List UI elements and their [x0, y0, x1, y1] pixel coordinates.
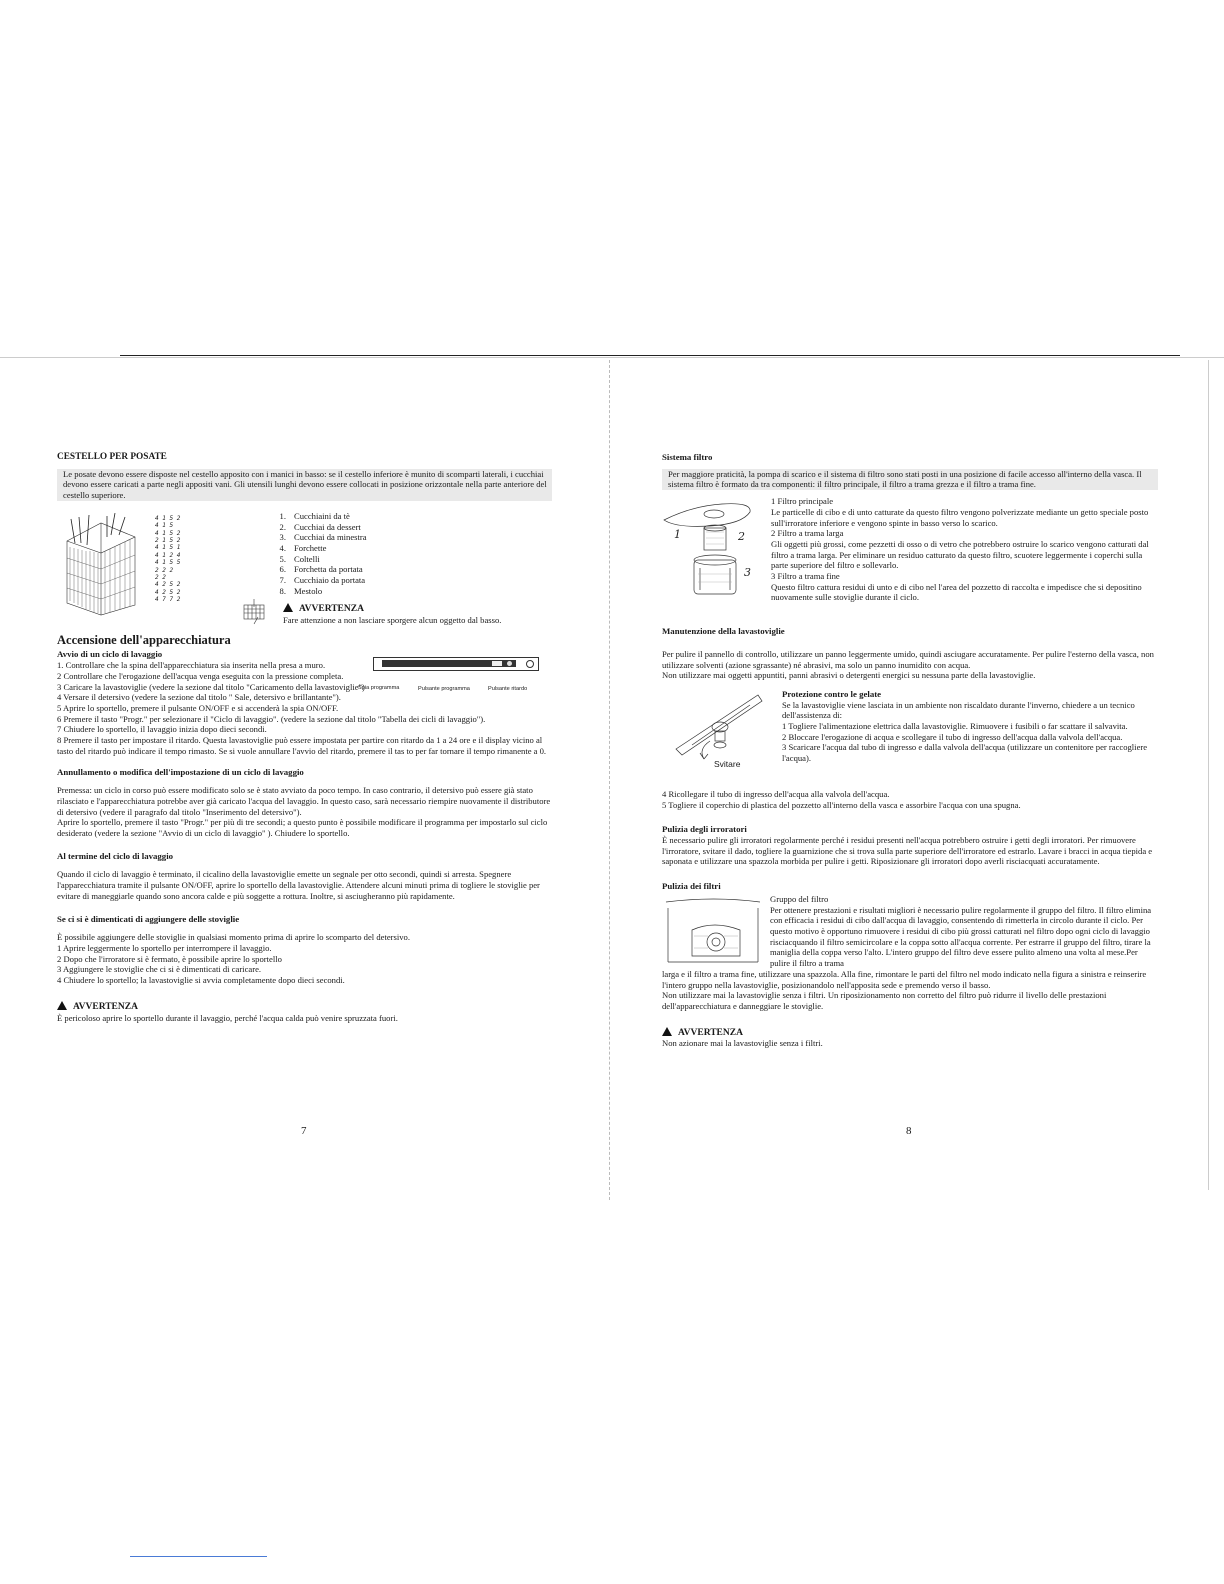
- power-title: Accensione dell'apparecchiatura: [57, 632, 231, 647]
- unscrew-label: Svitare: [714, 758, 741, 769]
- basket-row: 4 1 5: [155, 522, 174, 530]
- filter-label-3: 3: [744, 566, 751, 580]
- list-item: 7. Cucchiaio da portata: [279, 575, 366, 586]
- frost-text: [782, 689, 1157, 764]
- filter-intro: Per maggiore praticità, la pompa di scarico e il sistema di filtro sono stati posti in una posizione di facile accesso all'interno della vasca. Il sistema filtro è formato da tra componenti: il filtro principale, il filtro a trama grezza e il filtro a trama fine.: [662, 469, 1158, 490]
- warning-text: È pericoloso aprire lo sportello durante il lavaggio, perché l'acqua calda può venire spruzzata fuori.: [57, 1012, 398, 1023]
- step: 8 Premere il tasto per impostare il ritardo. Questa lavastoviglie può essere impostata per partire con ritardo da 1 a 24 ore e il display vicino al tasto del ritardo può indicare il tempo rimasto. Se si vuole annullare l'avvio del ritardo, premere il tas to per far tornare il tempo rimanente a 0.: [57, 735, 547, 756]
- cutlery-intro: Le posate devono essere disposte nel cestello apposito con i manici in basso: se il cestello inferiore è munito di scomparti laterali, i cucchiai devono essere caricati a parte negli appositi vani. Gli utensili lunghi devono essere collocati in posizione orizzontale nella parte anteriore del cestello superiore.: [57, 469, 552, 501]
- filters-wrapped-text: [770, 894, 1158, 969]
- page-edge-line: [0, 357, 1224, 358]
- filters-text-end: Non utilizzare mai la lavastoviglie senza i filtri. Un riposizionamento non corretto del filtro può ridurre il livello delle prestazioni dell'apparecchiatura e danneggiare le stoviglie.: [662, 990, 1107, 1011]
- list-item: 1. Cucchiaini da tè: [279, 510, 350, 521]
- filter-title: Sistema filtro: [662, 452, 713, 462]
- list-item: 6. Forchetta da portata: [279, 564, 363, 575]
- delay-button: [492, 661, 502, 666]
- filters-sub: Gruppo del filtro: [770, 893, 829, 904]
- step: 2 Controllare che l'erogazione dell'acqua venga eseguita con la pressione completa.: [57, 670, 344, 681]
- filter-part: 3 Filtro a trama fine: [771, 571, 840, 582]
- page-gutter: [609, 360, 610, 1200]
- basket-row: 4 1 5 2: [155, 514, 181, 522]
- frost-step: 2 Bloccare l'erogazione di acqua e scollegare il tubo di ingresso dell'acqua dalla valvola dell'acqua.: [782, 731, 1123, 742]
- step: 7 Chiudere lo sportello, il lavaggio inizia dopo dieci secondi.: [57, 724, 267, 735]
- forgot-intro: È possibile aggiungere delle stoviglie in qualsiasi momento prima di aprire lo scomparto del detersivo.: [57, 932, 410, 943]
- filters-text: Per ottenere prestazioni e risultati migliori è necessario pulire regolarmente il gruppo del filtro. Il filtro elimina con efficacia i residui di cibo dall'acqua di lavaggio, consentendo di rimetterla in circolo durante il ciclo. Per questo motivo è opportuno rimuovere i residui di cibo più grossi catturati nel filtro dopo ogni ciclo di lavaggio risciacquando il filtro semicircolare e la coppa sotto all'acqua corrente. Per estrarre il gruppo del filtro, tirare la maniglia della coppa verso l'alto. L'intero gruppo del filtro deve essere pulito almeno una volta al mese.Per pulire il filtro a trama: [770, 904, 1152, 969]
- frost-step: 1 Togliere l'alimentazione elettrica dalla lavastoviglie. Rimuovere i fusibili o far scattare il salvavita.: [782, 721, 1128, 732]
- step: 5 Aprire lo sportello, premere il pulsante ON/OFF e si accenderà la spia ON/OFF.: [57, 703, 339, 714]
- power-button: [526, 660, 534, 668]
- step: 1. Controllare che la spina dell'apparecchiatura sia inserita nella presa a muro.: [57, 660, 326, 671]
- maint-text-2: Non utilizzare mai oggetti appuntiti, panni abrasivi o detergenti energici su nessuna parte della lavastoviglie.: [662, 670, 1036, 681]
- filters-title: Pulizia dei filtri: [662, 881, 721, 892]
- frost-step: 3 Scaricare l'acqua dal tubo di ingresso e dalla valvola dell'acqua (utilizzare un contenitore per raccogliere l'acqua).: [782, 742, 1148, 764]
- basket-detail-icon: [242, 597, 270, 625]
- cutlery-title: CESTELLO PER POSATE: [57, 452, 167, 462]
- panel-label-prog: Pulsante programma: [418, 686, 470, 693]
- step: 3 Caricare la lavastoviglie (vedere la sezione dal titolo "Caricamento della lavastoviglie"): [57, 681, 365, 692]
- control-panel-illustration: [373, 657, 539, 671]
- basket-row: 4 2 5 2: [155, 588, 181, 596]
- forgot-step: 4 Chiudere lo sportello; la lavastoviglie si avvia completamente dopo dieci secondi.: [57, 975, 345, 986]
- right-page: [662, 452, 1158, 1049]
- header-rule: [120, 355, 1180, 356]
- filter-group-illustration: [664, 896, 762, 968]
- list-item: 3. Cucchiai da minestra: [279, 532, 367, 543]
- warning-icon: [57, 1001, 67, 1010]
- cancel-title: Annullamento o modifica dell'impostazione di un ciclo di lavaggio: [57, 766, 304, 777]
- list-item: 5. Coltelli: [279, 553, 320, 564]
- forgot-step: 2 Dopo che l'irroratore si è fermato, è possibile aprire lo sportello: [57, 953, 282, 964]
- filter-parts-list: [771, 496, 1157, 603]
- filter-part-text: Le particelle di cibo e di unto catturate da questo filtro vengono polverizzate mediante un getto speciale posto sull'irroratore inferiore e vengono spinte in basso verso lo scarico.: [771, 506, 1149, 528]
- page-number-right: 8: [906, 1125, 912, 1137]
- basket-row: 4 1 5 1: [155, 544, 181, 552]
- right-edge: [1208, 360, 1209, 1190]
- filter-block: [662, 496, 1158, 620]
- start-title: Avvio di un ciclo di lavaggio: [57, 648, 163, 659]
- cancel-text-2: Aprire lo sportello, premere il tasto "Progr." per più di tre secondi; a questo punto è possibile modificare il programma per impostarlo sul ciclo desiderato (vedere la sezione "Avvio di un ciclo di lavaggio" ). Chiudere lo sportello.: [57, 817, 548, 839]
- start-steps-block: [57, 660, 552, 756]
- filters-block: [662, 894, 1158, 969]
- step: 4 Versare il detersivo (vedere la sezione dal titolo " Sale, detersivo e brillantante").: [57, 692, 341, 703]
- filter-label-2: 2: [738, 530, 745, 544]
- basket-row: 4 2 5 2: [155, 581, 181, 589]
- basket-row: 2 1 5 2: [155, 537, 181, 545]
- panel-label-delay: Pulsante ritardo: [488, 686, 528, 693]
- filter-part-text: Gli oggetti più grossi, come pezzetti di osso o di vetro che potrebbero ostruire lo scarico vengono catturati dal filtro a trama larga. Per eliminare un residuo catturato da questo filtro, scuotere leggermente i coperchi sulla parte superiore del filtro e sollevarlo.: [771, 538, 1149, 571]
- spray-text: È necessario pulire gli irroratori regolarmente perché i residui presenti nell'acqua potrebbero ostruire i getti degli irroratori. Per rimuovere l'irroratore, svitare il dado, togliere la guarnizione che si trova sulla parte superiore dell'irroratore ed estrarlo. Lavare i bracci in acqua tiepida e saponata e utilizzare una spazzola morbida per pulire i getti. Riposizionare gli irroratori dopo averli risciacquati accuratamente.: [662, 835, 1153, 867]
- frost-step: 4 Ricollegare il tubo di ingresso dell'acqua alla valvola dell'acqua.: [662, 788, 890, 799]
- basket-row: 4 7 7 2: [155, 596, 181, 604]
- start-steps-wrapped: [57, 660, 347, 681]
- basket-row: 4 1 5 5: [155, 559, 181, 567]
- filters-text-full: larga e il filtro a trama fine, utilizzare una spazzola. Alla fine, rimontare le parti del filtro nel modo indicato nella figura a sinistra e reinserire l'intero gruppo nella lavastoviglie, posizionandolo nell'apposita sede e premendo verso il basso.: [662, 968, 1147, 990]
- filter-label-1: 1: [674, 528, 681, 542]
- filter-part-text: Questo filtro cattura residui di unto e di cibo nel l'area del pozzetto di raccolta e impedisce che si depositino nuovamente sulle stoviglie durante il ciclo.: [771, 581, 1142, 603]
- frost-title: Protezione contro le gelate: [782, 688, 882, 699]
- forgot-title: Se ci si è dimenticati di aggiungere delle stoviglie: [57, 913, 240, 924]
- basket-row: 4 1 5 2: [155, 529, 181, 537]
- list-item: 8. Mestolo: [279, 585, 323, 596]
- frost-block: [662, 689, 1158, 789]
- cutlery-figure-block: [57, 511, 552, 629]
- forgot-step: 3 Aggiungere le stoviglie che ci si è dimenticati di caricare.: [57, 964, 262, 975]
- left-page: [57, 452, 552, 1023]
- end-title: Al termine del ciclo di lavaggio: [57, 850, 174, 861]
- warning-cutlery: AVVERTENZA Fare attenzione a non lasciare sporgere alcun oggetto dal basso.: [283, 602, 553, 625]
- warning-filters: AVVERTENZA Non azionare mai la lavastoviglie senza i filtri.: [662, 1026, 1158, 1049]
- cutlery-basket-illustration: [61, 513, 141, 617]
- cancel-text-1: Premessa: un ciclo in corso può essere modificato solo se è stato avviato da poco tempo. In caso contrario, il detersivo può essere già stato rilasciato e l'apparecchiatura potrebbe aver già caricato l'acqua del lavaggio. In questo caso, sarà necessario riempire nuovamente il distributore di detersivo (vedere il paragrafo dal titolo "Inserimento del detersivo").: [57, 785, 551, 817]
- frost-intro: Se la lavastoviglie viene lasciata in un ambiente non riscaldato durante l'inverno, chiedere a un tecnico dell'assistenza di:: [782, 699, 1135, 721]
- cutlery-list: [272, 511, 542, 597]
- warning-text: Non azionare mai la lavastoviglie senza i filtri.: [662, 1038, 823, 1049]
- warning-text: Fare attenzione a non lasciare sporgere alcun oggetto dal basso.: [283, 614, 502, 625]
- spray-title: Pulizia degli irroratori: [662, 824, 747, 835]
- end-text: Quando il ciclo di lavaggio è terminato, il cicalino della lavastoviglie emette un segnale per otto secondi, quindi si arresta. Spegnere l'apparecchiatura tramite il pulsante ON/OFF, aprire lo sportello della lavastoviglie. Attendere alcuni minuti prima di togliere le stoviglie per evitare di maneggiarle quando sono ancora calde e più soggette a rottura. Inoltre, si asciugheranno più rapidamente.: [57, 869, 540, 901]
- panel-label-lamp: Spia programma: [358, 685, 400, 692]
- list-item: 4. Forchette: [279, 542, 327, 553]
- basket-row: 2 2: [155, 574, 166, 582]
- basket-slot-grid: [155, 515, 201, 604]
- filter-system-illustration: [662, 498, 762, 614]
- maint-text-1: Per pulire il pannello di controllo, utilizzare un panno leggermente umido, quindi asciugare accuratamente. Per pulire l'esterno della vasca, non utilizzare solventi (azione sgrassante) né abrasivi, ma solo un panno inumidito con acqua.: [662, 648, 1154, 670]
- bottom-link-line: [130, 1556, 267, 1557]
- warning-icon: [662, 1027, 672, 1036]
- basket-row: 2 2 2: [155, 566, 174, 574]
- step: 6 Premere il tasto "Progr." per selezionare il "Ciclo di lavaggio". (vedere la sezione dal titolo "Tabella dei cicli di lavaggio").: [57, 713, 486, 724]
- maint-title: Manutenzione della lavastoviglie: [662, 626, 785, 637]
- start-steps-full: [57, 682, 552, 757]
- forgot-step: 1 Aprire leggermente lo sportello per interrompere il lavaggio.: [57, 942, 272, 953]
- list-item: 2. Cucchiai da dessert: [279, 521, 361, 532]
- filter-part: 2 Filtro a trama larga: [771, 528, 844, 539]
- warning-icon: [283, 603, 293, 612]
- frost-step: 5 Togliere il coperchio di plastica del pozzetto all'interno della vasca e assorbire l'acqua con una spugna.: [662, 799, 1021, 810]
- basket-row: 4 1 2 4: [155, 551, 181, 559]
- filter-part: 1 Filtro principale: [771, 496, 834, 507]
- page-number-left: 7: [301, 1125, 307, 1137]
- warning-hot-water: AVVERTENZA È pericoloso aprire lo sportello durante il lavaggio, perché l'acqua calda può venire spruzzata fuori.: [57, 1000, 552, 1023]
